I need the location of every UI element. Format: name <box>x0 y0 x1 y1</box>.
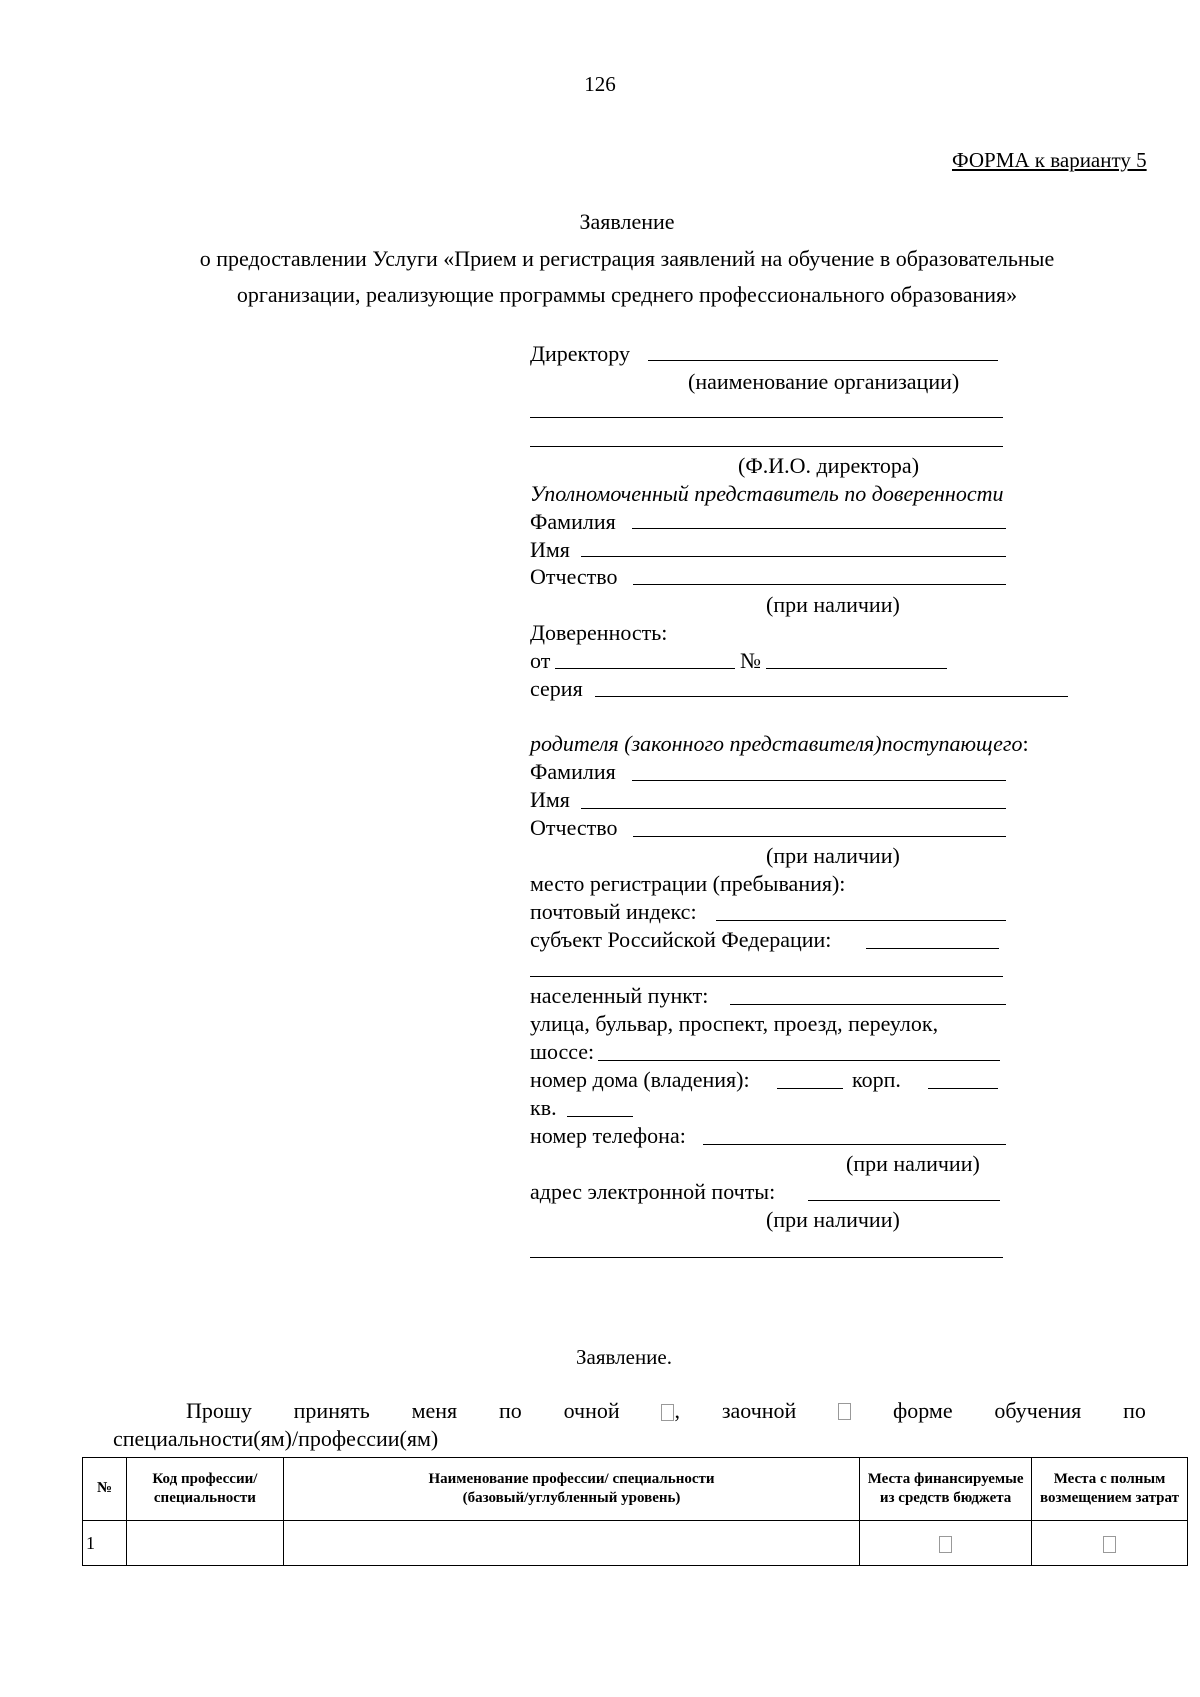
rep-optional-hint: (при наличии) <box>766 592 900 617</box>
parent-surname-label: Фамилия <box>530 759 616 784</box>
parent-patronymic-label: Отчество <box>530 815 618 840</box>
comma: , <box>674 1398 680 1423</box>
request-line-2: специальности(ям)/профессии(ям) <box>113 1426 439 1451</box>
request-word-4: по <box>499 1398 522 1423</box>
rep-surname-field[interactable] <box>632 528 1006 529</box>
full-time-option[interactable] <box>661 1400 680 1422</box>
phone-optional-hint: (при наличии) <box>846 1151 980 1176</box>
postal-code-field[interactable] <box>716 920 1006 921</box>
table-row <box>83 1521 1188 1566</box>
header-number: № <box>83 1458 127 1521</box>
rep-patronymic-field[interactable] <box>633 584 1006 585</box>
building-field[interactable] <box>928 1088 998 1089</box>
row-name[interactable] <box>283 1521 859 1566</box>
director-extra-field-1[interactable] <box>530 417 1003 418</box>
federal-subject-field[interactable] <box>866 948 999 949</box>
poa-date-field[interactable] <box>555 668 735 669</box>
header-budget: Места финансируемые из средств бюджета <box>860 1458 1032 1521</box>
email-optional-hint: (при наличии) <box>766 1207 900 1232</box>
header-name-line2: (базовый/углубленный уровень) <box>462 1490 681 1506</box>
director-fio-hint: (Ф.И.О. директора) <box>738 453 920 478</box>
form-reference: ФОРМА к варианту 5 <box>952 148 1147 172</box>
phone-label: номер телефона: <box>530 1123 686 1148</box>
rep-name-field[interactable] <box>581 556 1006 557</box>
house-number-label: номер дома (владения): <box>530 1067 750 1092</box>
poa-series-label: серия <box>530 676 583 701</box>
power-of-attorney-label: Доверенность: <box>530 620 668 645</box>
request-word-5: очной <box>563 1398 620 1423</box>
parent-name-field[interactable] <box>581 808 1006 809</box>
request-word-8: обучения <box>994 1398 1082 1423</box>
document-subtitle-line2: организации, реализующие программы среднего профессионального образования» <box>236 282 1018 307</box>
parent-heading-text: родителя (законного представителя)поступающего <box>530 731 1023 756</box>
paid-checkbox[interactable] <box>1103 1536 1116 1553</box>
poa-series-field[interactable] <box>595 696 1068 697</box>
table-header-row <box>83 1458 1188 1521</box>
poa-from-label: от <box>530 648 551 673</box>
parent-heading <box>530 733 1029 755</box>
organization-hint: (наименование организации) <box>688 369 960 394</box>
registration-label: место регистрации (пребывания): <box>530 871 846 896</box>
postal-code-label: почтовый индекс: <box>530 899 697 924</box>
document-title: Заявление <box>579 209 675 234</box>
part-time-checkbox[interactable] <box>838 1403 851 1420</box>
specialty-table <box>82 1457 1188 1566</box>
apartment-label: кв. <box>530 1095 557 1120</box>
parent-heading-colon: : <box>1022 731 1029 756</box>
director-extra-field-2[interactable] <box>530 446 1003 447</box>
row-budget-cell <box>860 1521 1032 1566</box>
parent-optional-hint: (при наличии) <box>766 843 900 868</box>
highway-label: шоссе: <box>530 1039 595 1064</box>
director-label: Директору <box>530 341 630 366</box>
request-word-6: заочной <box>721 1398 797 1423</box>
request-word-9: по <box>1123 1398 1146 1423</box>
application-heading: Заявление. <box>576 1345 672 1369</box>
row-code[interactable] <box>126 1521 283 1566</box>
parent-surname-field[interactable] <box>632 780 1006 781</box>
email-field[interactable] <box>808 1200 1000 1201</box>
locality-label: населенный пункт: <box>530 983 709 1008</box>
rep-name-label: Имя <box>530 537 570 562</box>
header-name <box>283 1458 859 1521</box>
federal-subject-label: субъект Российской Федерации: <box>530 927 832 952</box>
document-subtitle-line1: о предоставлении Услуги «Прием и регистрация заявлений на обучение в образовательные <box>199 246 1055 271</box>
parent-patronymic-field[interactable] <box>633 836 1006 837</box>
rep-patronymic-label: Отчество <box>530 564 618 589</box>
locality-field[interactable] <box>730 1004 1006 1005</box>
building-label: корп. <box>852 1067 901 1092</box>
apartment-field[interactable] <box>567 1116 633 1117</box>
street-label: улица, бульвар, проспект, проезд, переулок, <box>530 1011 939 1036</box>
row-paid-cell <box>1032 1521 1188 1566</box>
street-field[interactable] <box>598 1060 1000 1061</box>
budget-checkbox[interactable] <box>939 1536 952 1553</box>
director-field[interactable] <box>648 360 998 361</box>
request-word-2: принять <box>293 1398 370 1423</box>
page-number: 126 <box>584 72 616 96</box>
email-label: адрес электронной почты: <box>530 1179 776 1204</box>
parent-name-label: Имя <box>530 787 570 812</box>
signature-field[interactable] <box>530 1257 1003 1258</box>
poa-number-field[interactable] <box>766 668 947 669</box>
federal-subject-field-2[interactable] <box>530 976 1003 977</box>
representative-heading: Уполномоченный представитель по доверенности <box>530 481 1004 506</box>
phone-field[interactable] <box>703 1144 1006 1145</box>
rep-surname-label: Фамилия <box>530 509 616 534</box>
row-number: 1 <box>83 1521 127 1566</box>
header-code: Код профессии/ специальности <box>126 1458 283 1521</box>
header-name-line1: Наименование профессии/ специальности <box>428 1470 715 1487</box>
house-number-field[interactable] <box>777 1088 843 1089</box>
header-paid: Места с полным возмещением затрат <box>1032 1458 1188 1521</box>
request-word-1: Прошу <box>186 1398 252 1423</box>
request-word-7: форме <box>892 1398 953 1423</box>
request-word-3: меня <box>411 1398 458 1423</box>
request-line <box>186 1400 1146 1422</box>
poa-number-label: № <box>740 648 761 673</box>
full-time-checkbox[interactable] <box>661 1404 674 1421</box>
